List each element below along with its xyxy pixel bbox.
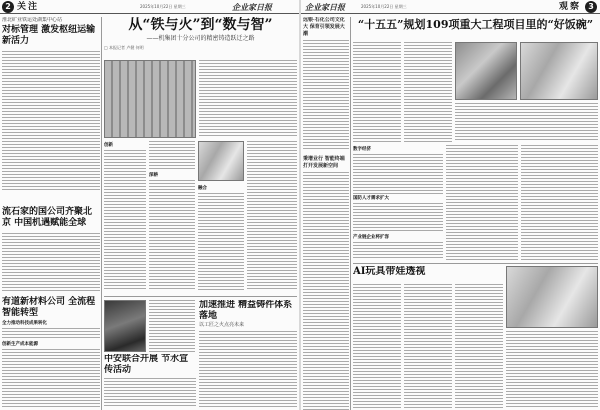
box-left-body <box>149 300 195 352</box>
lead-sub3: 融合 <box>198 186 207 191</box>
right-page-number: 3 <box>585 1 597 13</box>
left-page-number: 2 <box>2 1 14 13</box>
lead-story-head <box>104 17 297 57</box>
lead-photo-factory <box>104 60 196 138</box>
left-page <box>0 0 299 410</box>
feature-col-3 <box>455 284 503 408</box>
story-bottom-body-2 <box>2 349 100 409</box>
right-page-section: 观察 <box>559 2 582 12</box>
right-photo-workers <box>455 42 517 100</box>
left-page-column-rule <box>101 17 102 410</box>
box-bottom-center-headline: 加速推进 精益铸件体系落地 <box>199 300 293 321</box>
right-lead-col-1 <box>353 42 401 142</box>
box-left-photo <box>104 300 146 352</box>
lead-photo-worker <box>198 141 244 181</box>
story-top-headline: 对标管理 激发枢纽运输新活力 <box>2 25 96 46</box>
right-lead-col-3 <box>455 103 598 142</box>
left-page-section: 关注 <box>17 2 40 12</box>
feature-head <box>353 266 503 282</box>
feature-photo-toys <box>506 266 598 328</box>
story-top-body <box>2 51 100 191</box>
lead-headline: 从“铁与火”到“数与智” <box>128 17 273 33</box>
story-top-kicker: 淮北矿业铁运处湖集中心站 <box>2 17 63 23</box>
story-bottom-headline: 有道新材料公司 全流程智能转型 <box>2 297 96 318</box>
box-bottom-left <box>104 354 196 408</box>
lead-sub2: 深耕 <box>149 173 158 178</box>
right-lead-col-5 <box>446 145 518 260</box>
left-page-masthead: 企业家日报 <box>232 2 272 12</box>
right-lead-col-4 <box>353 145 443 260</box>
story-mid-body <box>2 233 100 291</box>
right-lead-bottom-rule <box>353 263 598 264</box>
box-bottom-center <box>199 300 297 408</box>
lead-byline: □ 本报记者 卢健 何明 <box>104 45 144 50</box>
left-page-header <box>0 0 299 14</box>
right-page-header <box>301 0 600 14</box>
story-mid-headline: 流石家的国公司齐聚北京 中国机遇赋能全球 <box>2 207 93 228</box>
feature-col-2 <box>404 284 452 408</box>
lead-subheadline: ——机集团十分公司的精密铸造跃迁之路 <box>146 35 255 42</box>
right-lead-sub1: 数字经济 <box>353 147 371 152</box>
right-col-a-headline: 远银·石化公司文化大 保育引领发展大潮 <box>303 17 345 37</box>
box-bottom-left-headline: 中安联合开展 节水宣传活动 <box>104 354 189 375</box>
left-page-dateline: 2025年10月22日 星期三 <box>140 4 186 9</box>
story-bottom-body <box>2 328 100 340</box>
right-page-masthead: 企业家日报 <box>305 2 345 12</box>
lead-body-1 <box>199 60 297 138</box>
lead-sub1: 创新 <box>104 143 113 148</box>
left-column <box>2 17 100 410</box>
right-col-a <box>303 17 349 410</box>
right-lead-head <box>353 18 598 40</box>
lead-column-d <box>198 184 244 293</box>
story-bottom-sub2: 创新生产成本能源 <box>2 342 38 347</box>
lead-column-a <box>104 141 146 293</box>
right-page-dateline: 2025年10月22日 星期三 <box>361 4 407 9</box>
story-bottom-sub1: 全力推动科技成果转化 <box>2 321 47 326</box>
right-lead-col-6 <box>521 145 598 260</box>
right-page-column-rule <box>350 17 351 410</box>
feature-headline: AI玩具带娃透视 <box>353 266 426 277</box>
lead-column-c <box>247 141 297 293</box>
lead-bottom-rule <box>104 296 297 297</box>
right-lead-sub2: 国防人才需求扩大 <box>353 196 389 201</box>
feature-col-4 <box>506 331 598 408</box>
lead-column-b <box>149 141 195 293</box>
right-page <box>301 0 600 410</box>
right-lead-col-2 <box>404 42 452 142</box>
right-lead-headline: “十五五”规划109项重大工程项目里的“好饭碗” <box>357 18 594 31</box>
right-lead-sub3: 产业链企业将扩容 <box>353 235 389 240</box>
box-bottom-center-subheadline: 以工匠之火点亮未来 <box>199 322 245 328</box>
right-photo-site <box>520 42 598 100</box>
right-col-b-headline: 秉增业行 智能终端 打开发展新空间 <box>303 156 345 169</box>
feature-col-1 <box>353 284 401 408</box>
